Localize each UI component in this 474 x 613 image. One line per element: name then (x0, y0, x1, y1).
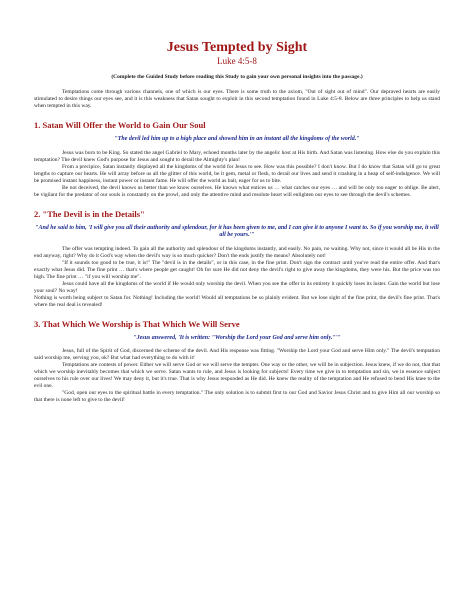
document-page (34, 26, 440, 404)
scripture-quote: "Jesus answered, 'It is written: "Worship the Lord your God and serve him only."'" (133, 334, 341, 341)
scripture-quote: "The devil led him up to a high place and showed him in an instant all the kingdoms of the world." (114, 136, 360, 142)
section-heading: 1. Satan Will Offer the World to Gain Our Soul (34, 120, 206, 130)
body-paragraph: "God, open our eyes to the spiritual battle in every temptation." The only solution is to submit first to our God and Savior Jesus Christ and to give Him all our worship so that there is none left to give to the devil! (34, 390, 440, 403)
body-paragraph: The offer was tempting indeed. To gain all the authority and splendour of the kingdoms instantly, and easily. No pain, no waiting. Why not, since it would all be His in the end anyway, right? Why do it God's way when the devil's way is so much quicker? Don't the ends justify the means? Absolutely not! (34, 245, 440, 259)
intro-paragraph: Temptations come through various channels, one of which is our eyes. There is some truth to the axiom, "Out of sight out of mind". Our depraved hearts are easily stimulated to desire things our eyes see, and it is this weakness that Satan sought to exploit in this second temptation found in Luke 4:5-8. Below are three principles to help us stand when tempted in this way. (34, 89, 440, 109)
body-paragraph: Jesus could have all the kingdoms of the world if He would only worship the devil. When you see the offer in its entirety it quickly loses its luster. Gain the world but lose your soul? No way! (34, 280, 440, 294)
body-paragraph: Temptations are contests of power. Either we will serve God or we will serve the tempter. One way or the other, we will be in subjection. Jesus knew, if we do not, that that which we worship inevitably becomes that which we serve. Satan wants to rule, and Jesus is looking for subjects! Every time we give in to temptation and sin, we in essence subject ourselves to his rule over our lives! We may deny it, but it's true. That is why Jesus responded as He did. He knew the reality of the temptation and He refused to bend His knee to the evil one. (34, 362, 440, 389)
study-instruction: (Complete the Guided Study before reading this Study to gain your own personal insights into the passage.) (111, 74, 363, 80)
scripture-quote: "And he said to him, 'I will give you all their authority and splendour, for it has been given to me, and I can give it to anyone I want to. So if you worship me, it will all be yours.'" (35, 224, 439, 238)
section-3 (34, 319, 440, 405)
scripture-reference: Luke 4:5-8 (217, 56, 257, 66)
page-title: Jesus Tempted by Sight (166, 40, 308, 55)
section-heading: 2. "The Devil is in the Details" (34, 208, 145, 219)
body-paragraph: From a precipice, Satan instantly displayed all the kingdoms of the world for Jesus to see. How was this possible? I don't know. But I do know that Satan will go to great lengths to capture our hearts. He will array before us all the glitter of this world, be it gem, metal or flesh, to derail our lives and send it crashing in a heap of self-indulgence. We will be promised instant happiness, instant power or instant fame. He will offer the world as bait, eager for us to bite. (34, 163, 440, 184)
section-1 (34, 120, 440, 199)
body-paragraph: Jesus was born to be King. So stated the angel Gabriel to Mary, echoed months later by the angelic host at His birth. And Satan was listening. How else do you explain this temptation? The devil knew God's purpose for Jesus and sought to derail the Almighty's plan! (34, 149, 440, 163)
section-heading: 3. That Which We Worship is That Which We Will Serve (34, 318, 240, 329)
body-paragraph: Be not deceived, the devil knows us better than we know ourselves. He knows what entices us … what catches our eyes … and will be only too eager to oblige. Be alert, be vigilant for the predator of our souls is constantly on the prowl, and only the attentive mind and resolute heart will enlighten our eyes to see through the devil's schemes. (34, 184, 440, 198)
body-paragraph: Jesus, full of the Spirit of God, discerned the scheme of the devil. And His response was fitting. "Worship the Lord your God and serve Him only." The devil's temptation said worship me, serving you, ok? But what had everything to do with it! (34, 348, 440, 361)
body-paragraph: "If it sounds too good to be true, it is!" The "devil is in the details", or in this case, in the fine print. Don't sign the contract until you've read the entire offer. And that's exactly what Jesus did. The fine print … that's where people get caught! Oh for sure He did not deny the devil's right to give away the kingdoms, they were his. But the price was too high. The fine print … "if you will worship me". (34, 259, 440, 280)
body-paragraph: Nothing is worth being subject to Satan for. Nothing! Including the world! Would all temptations be so plainly evident. But we lose sight of the fine print, the devil's fine print. That's where the real deal is revealed! (34, 294, 440, 308)
section-2 (34, 209, 440, 309)
